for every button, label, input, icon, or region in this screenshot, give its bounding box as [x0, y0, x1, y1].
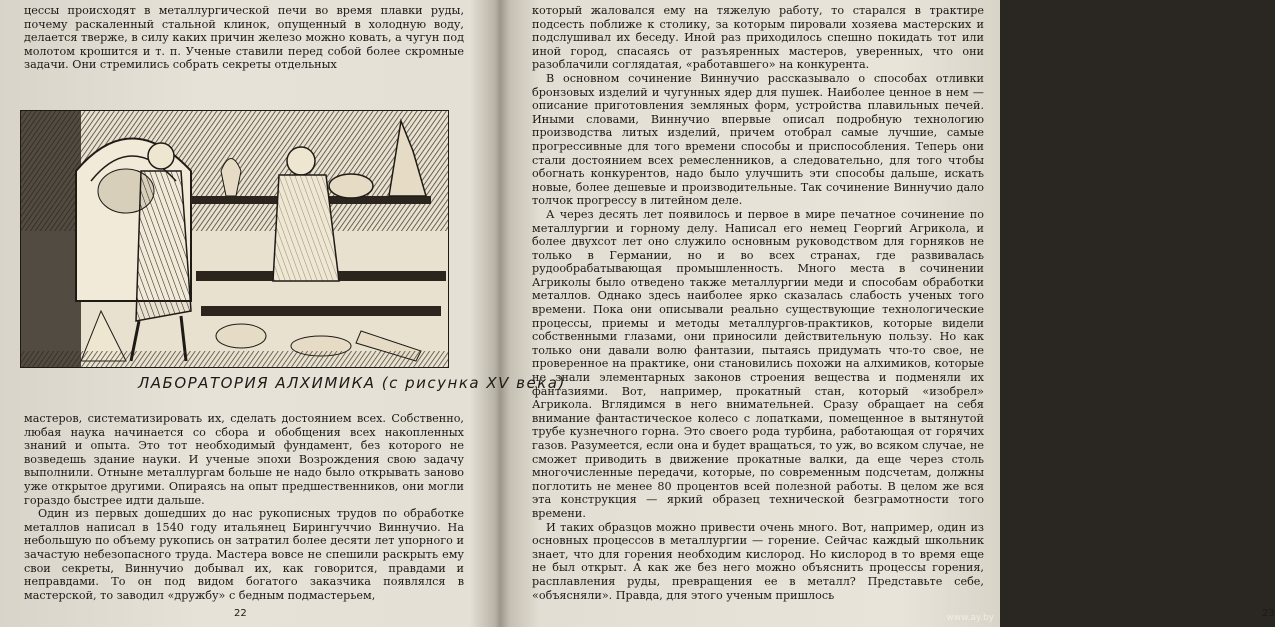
paragraph: мастеров, систематизировать их, сделать достоянием всех. Собственно, любая наука начинается со сбора и обобщения всех накопленных знаний и опыта. Это тот необходимый фундамент, без которого не возведешь здание науки. И ученые эпохи Возрождения свою задачу выполнили. Отныне металлургам больше не надо было открывать заново уже открытое другими. Опираясь на опыт предшественников, они могли гораздо быстрее идти дальше. — [24, 412, 464, 507]
paragraph: Один из первых дошедших до нас рукописных трудов по обработке металлов написал в 1540 году итальянец Бирингуччио Виннучио. На небольшую по объему рукопись он затратил более десяти лет упорного и зачастую небезопасного труда. Мастера вовсе не спешили раскрыть ему свои секреты, Виннучио добывал их, как говорится, правдами и неправдами. То он под видом богатого заказчика появлялся в мастерской, то заводил «дружбу» с бедным подмастерьем, — [24, 507, 464, 602]
paragraph: И таких образцов можно привести очень много. Вот, например, один из основных процессов в металлургии — горение. Сейчас каждый школьник знает, что для горения необходим кислород. Но кислород в то время еще не был открыт. А как же без него можно объяснить процессы горения, расплавления руды, превращения ее в металл? Представьте себе, «объясняли». Правда, для этого ученым пришлось — [532, 520, 984, 602]
right-page — [510, 0, 1275, 627]
figure-caption: ЛАБОРАТОРИЯ АЛХИМИКА (с рисунка XV века) — [138, 374, 566, 392]
paragraph: цессы происходят в металлургической печи во время плавки руды, почему раскаленный стальной клинок, опущенный в холодную воду, делается тверже, в силу каких причин железо можно ковать, а чугун под молотом крошится и т. п. Ученые ставили перед собой более скромные задачи. Они стремились собрать секреты отдельных — [24, 4, 464, 72]
paragraph: В основном сочинение Виннучио рассказывало о способах отливки бронзовых изделий и чугунных ядер для пушек. Наиболее ценное в нем — описание приготовления земляных форм, устройства плавильных печей. Иными словами, Виннучио впервые описал подробную технологию производства литых изделий, причем отобрал самые лучшие, самые прогрессивные для того времени способы и приспособления. Теперь они стали достоянием всех ремесленников, а следовательно, для того чтобы обогнать конкурентов, надо было улучшить эти способы дальше, искать новые, более дешевые и производительные. Так сочинение Виннучио дало толчок прогрессу в литейном деле. — [532, 71, 984, 208]
page-number: 22 — [234, 608, 247, 619]
left-page — [0, 0, 566, 627]
right-text — [532, 4, 984, 602]
engraving-image — [21, 111, 448, 367]
left-bottom-text — [24, 412, 464, 602]
alchemist-lab-illustration — [20, 110, 449, 368]
watermark: www.ay.by — [946, 613, 994, 623]
paragraph: А через десять лет появилось и первое в мире печатное сочинение по металлургии и горному делу. Написал его немец Георгий Агрикола, и более двухсот лет оно служило основным руководством для горняков не только в Германии, но и во всех странах, где развивалась рудообрабатывающая промышленность. Много места в сочинении Агриколы было отведено также металлургии меди и способам обработки металлов. Однако здесь наиболее ярко сказалась слабость ученых того времени. Пока они описывали реально существующие технологические процессы, приемы и методы металлургов-практиков, которые видели собственными глазами, они приносили действительную пользу. Но как только они давали волю фантазии, пытаясь придумать что-то свое, не проверенное на практике, они становились похожи на алхимиков, которые не знали элементарных законов строения вещества и подменяли их фантазиями. Вот, например, прокатный стан, который «изобрел» Агрикола. Вглядимся в него внимательней. Сразу обращает на себя внимание фантастическое колесо с лопатками, помещенное в вытянутой трубе кузнечного горна. Это своего рода турбина, работающая от горячих газов. Разумеется, если она и будет вращаться, то уж, во всяком случае, не сможет приводить в движение прокатные валки, да еще через столь многочисленные передачи, которые, по современным подсчетам, должны поглотить не менее 80 процентов всей полезной работы. В целом же вся эта конструкция — яркий образец технической безграмотности того времени. — [532, 207, 984, 520]
page-number: 23 — [1262, 608, 1275, 619]
paragraph: который жаловался ему на тяжелую работу, то старался в трактире подсесть поближе к столику, за которым пировали хозяева мастерских и подслушивал их беседу. Иной раз приходилось спешно покидать тот или иной город, спасаясь от разъяренных мастеров, уверенных, что они разоблачили соглядатая, «работавшего» на конкурента. — [532, 4, 984, 72]
left-top-text — [24, 4, 464, 72]
